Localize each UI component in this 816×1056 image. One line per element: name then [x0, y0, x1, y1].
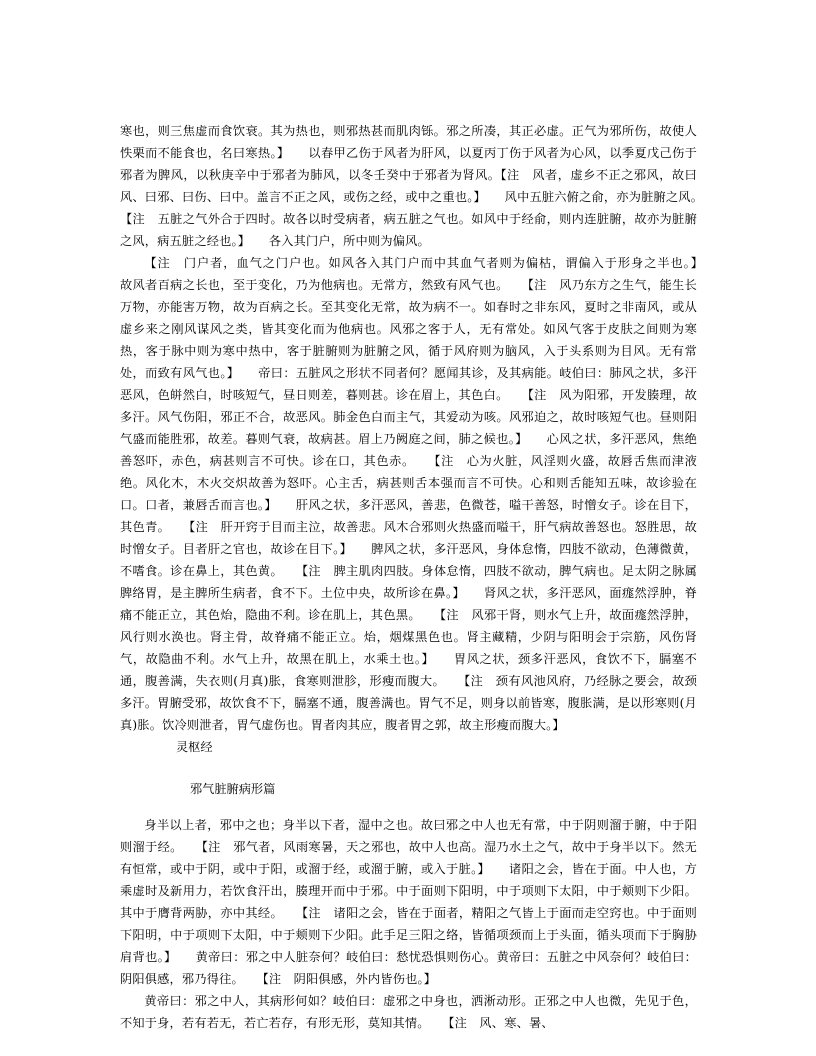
paragraph: 【注 门户者，血气之门户也。如风各入其门户而中其血气者则为偏枯，谓偏入于形身之半也。】 故风者百病之长也，至于变化，乃为他病也。无常方，然致有风气也。 【注 风乃东方之生气，能生长万物，亦能害万物，故为百病之长。至其变化无常，故为病不一。如春时之非东风，夏时之非南风，或从虚乡来之刚风谋风之类，皆其变化而为他病也。风邪之客于人，无有常处。如风气客于皮肤之间则为寒热，客于脉中则为寒中热中，客于脏腑则为脏腑之风，循于风府则为脑风，入于头系则为目风。无有常处，而致有风气也。】 帝曰：五脏风之形状不同者何？愿闻其诊，及其病能。岐伯曰：肺风之状，多汗恶风，色皏然白，时咳短气，昼日则差，暮则甚。诊在眉上，其色白。 【注 风为阳邪，开发腠理，故多汗。风气伤阳，邪正不合，故恶风。肺金色白而主气，其爱动为咳。风邪迫之，故时咳短气也。昼则阳气盛而能胜邪，故差。暮则气衰，故病甚。眉上乃阙庭之间，肺之候也。】 心风之状，多汗恶风，焦绝善怒吓，赤色，病甚则言不可快。诊在口，其色赤。 【注 心为火脏，风淫则火盛，故唇舌焦而津液绝。风化木，木火交炽故善为怒吓。心主舌，病甚则舌本强而言不可快。心和则舌能知五味，故诊验在口。口者，兼唇舌而言也。】 肝风之状，多汗恶风，善悲，色微苍，嗌干善怒，时憎女子。诊在目下，其色青。 【注 肝开窍于目而主泣，故善悲。风木合邪则火热盛而嗌干，肝气病故善怒也。怒胜思，故时憎女子。目者肝之官也，故诊在目下。】 脾风之状，多汗恶风，身体怠惰，四肢不欲动，色薄微黄，不嗜食。诊在鼻上，其色黄。 【注 脾主肌肉四肢。身体怠惰，四肢不欲动，脾气病也。足太阴之脉属脾络胃，是主脾所生病者，食不下。土位中央，故所诊在鼻。】 肾风之状，多汗恶风，面痝然浮肿，脊痛不能正立，其色炲，隐曲不利。诊在肌上，其色黑。 【注 风邪干肾，则水气上升，故面痝然浮肿，风行则水涣也。肾主骨，故脊痛不能正立。炲，烟煤黑色也。肾主藏精，少阴与阳明会于宗筋，风伤肾气，故隐曲不利。水气上升，故黑在肌上，水乘土也。】 胃风之状，颈多汗恶风，食饮不下，膈塞不通，腹善满，失衣则(月真)胀，食寒则泄胗，形瘦而腹大。 【注 颈有风池风府，乃经脉之要会，故颈多汗。胃腑受邪，故饮食不下，膈塞不通，腹善满也。胃气不足，则身以前皆寒，腹胀满，是以形寒则(月真)胀。饮冷则泄者，胃气虚伤也。胃者肉其应，腹者胃之郭，故主形瘦而腹大。】	[120, 256, 722, 732]
section-title: 邪气脏腑病形篇	[190, 782, 276, 796]
text-block-bottom	[120, 814, 697, 1034]
paragraph: 黄帝曰：邪之中人，其病形何如？岐伯曰：虚邪之中身也，洒淅动形。正邪之中人也微，先见于色，不知于身，若有若无，若亡若存，有形无形，莫知其情。 【注 风、寒、暑、	[120, 994, 697, 1030]
paragraph: 寒也，则三焦虚而食饮衰。其为热也，则邪热甚而肌肉铄。邪之所凑，其正必虚。正气为邪所伤，故使人怢栗而不能食也，名曰寒热。】 以春甲乙伤于风者为肝风，以夏丙丁伤于风者为心风，以季夏戊己伤于邪者为脾风，以秋庚辛中于邪者为肺风，以冬壬癸中于邪者为肾风。【注 风者，虚乡不正之邪风，故曰风、曰邪、曰伤、曰中。盖言不正之风，或伤之经，或中之重也。】 风中五脏六俯之俞，亦为脏腑之风。 【注 五脏之气外合于四时。故各以时受病者，病五脏之气也。如风中于经俞，则内连脏腑，故亦为脏腑之风，病五脏之经也。】 各入其门户，所中则为偏风。	[120, 124, 722, 248]
paragraph: 身半以上者，邪中之也；身半以下者，湿中之也。故曰邪之中人也无有常，中于阴则溜于腑，中于阳则溜于经。 【注 邪气者，风雨寒暑，天之邪也，故中人也高。湿乃水土之气，故中于身半以下。然无有恒常，或中于阴，或中于阳，或溜于经，或溜于腑，或入于脏。】 诸阳之会，皆在于面。中人也，方乘虚时及新用力，若饮食汗出，腠理开而中于邪。中于面则下阳明，中于项则下太阳，中于颊则下少阳。其中于膺背两胁，亦中其经。 【注 诸阳之会，皆在于面者，精阳之气皆上于面而走空窍也。中于面则下阳明，中于项则下太阳，中于颊则下少阳。此手足三阳之络，皆循项颈而上于头面，循头项而下于胸胁肩背也。】 黄帝曰：邪之中人脏奈何？岐伯曰：愁忧恐惧则伤心。黄帝曰：五脏之中风奈何？岐伯曰：阴阳俱感，邪乃得往。 【注 阴阳俱感，外内皆伤也。】	[120, 818, 697, 986]
text-block-top	[120, 120, 722, 736]
book-label: 灵枢经	[176, 740, 213, 754]
